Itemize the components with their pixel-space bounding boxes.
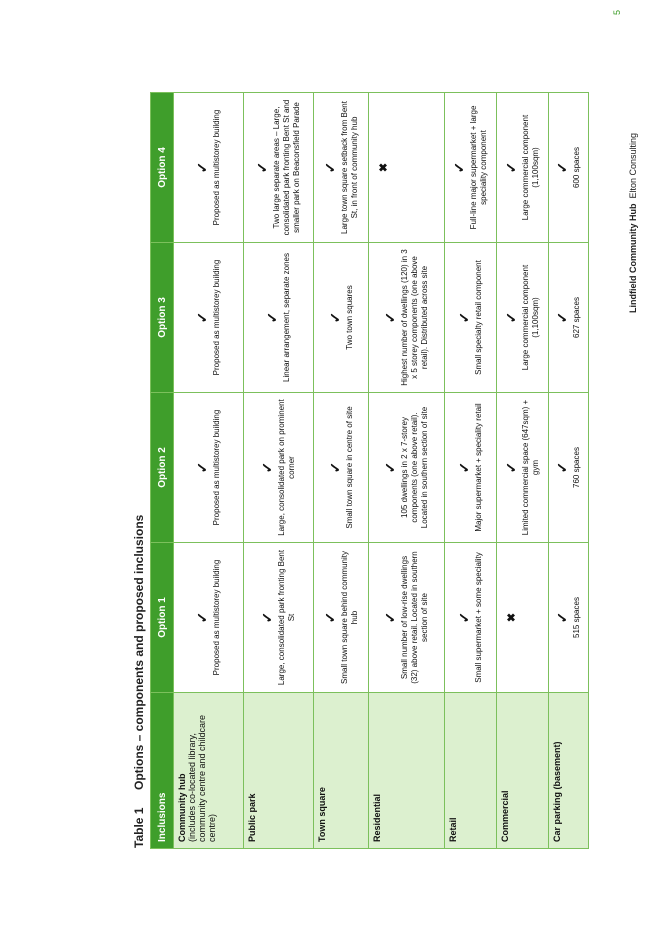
cell-text: Small town square behind community hub xyxy=(339,551,359,684)
footer-document-title: Lindfield Community Hub xyxy=(628,203,638,313)
table-caption xyxy=(132,515,146,848)
table-cell xyxy=(244,243,314,393)
row-label xyxy=(445,693,497,849)
footer-company: Elton Consulting xyxy=(628,132,638,199)
table-cell xyxy=(174,393,244,543)
cell-text: Large, consolidated park on prominent corner xyxy=(277,399,296,536)
row-label xyxy=(497,693,549,849)
table-cell xyxy=(497,543,549,693)
table-cell xyxy=(369,243,445,393)
header-option-3: Option 3 xyxy=(151,243,174,393)
check-icon: ✓ xyxy=(554,161,570,174)
check-icon: ✓ xyxy=(264,311,280,324)
table-cell xyxy=(445,393,497,543)
table-cell xyxy=(369,393,445,543)
check-icon: ✓ xyxy=(503,161,519,174)
table-cell xyxy=(244,393,314,543)
check-icon: ✓ xyxy=(259,611,275,624)
cell-text: 515 spaces xyxy=(572,597,581,638)
cell-text: 600 spaces xyxy=(572,147,581,188)
cell-text: 105 dwellings in 2 x 7-storey components (one above retail). Located in southern section of site xyxy=(400,406,429,529)
row-label xyxy=(174,693,244,849)
cell-text: Small specialty retail component xyxy=(474,260,483,375)
check-icon: ✓ xyxy=(503,311,519,324)
check-icon: ✓ xyxy=(554,611,570,624)
table-cell xyxy=(244,543,314,693)
row-label xyxy=(244,693,314,849)
check-icon: ✓ xyxy=(194,161,210,174)
cell-text: Large commercial component (1,100sqm) xyxy=(521,114,540,221)
cell-text: Two town squares xyxy=(344,285,354,350)
header-inclusions: Inclusions xyxy=(151,693,174,849)
row-label-text: Residential xyxy=(372,793,382,842)
check-icon: ✓ xyxy=(456,461,472,474)
table-cell xyxy=(549,93,589,243)
row-label xyxy=(314,693,369,849)
header-option-1: Option 1 xyxy=(151,543,174,693)
row-label-text: Car parking (basement) xyxy=(552,741,562,842)
check-icon: ✓ xyxy=(382,611,398,624)
table-cell xyxy=(497,243,549,393)
cell-text: Proposed as multistorey building xyxy=(212,409,221,526)
table-cell xyxy=(314,93,369,243)
cell-text: Proposed as multistorey building xyxy=(212,109,221,226)
row-retail xyxy=(445,93,497,849)
cell-text: Small supermarket + some speciality xyxy=(474,552,483,683)
check-icon: ✓ xyxy=(194,311,210,324)
table-cell xyxy=(174,243,244,393)
table-number: Table 1 xyxy=(132,807,146,848)
table-cell xyxy=(314,543,369,693)
cell-text: Large commercial component (1,100sqm) xyxy=(521,264,540,371)
check-icon: ✓ xyxy=(326,311,343,324)
table-cell xyxy=(174,543,244,693)
table-cell xyxy=(549,393,589,543)
check-icon: ✓ xyxy=(254,161,270,174)
row-community-hub xyxy=(174,93,244,849)
header-option-2: Option 2 xyxy=(151,393,174,543)
check-icon: ✓ xyxy=(194,611,210,624)
row-label-text: Community hub xyxy=(177,773,187,842)
header-row xyxy=(151,93,174,849)
cell-text: Linear arrangement, separate zones xyxy=(282,253,291,382)
table-cell xyxy=(549,243,589,393)
cell-text: Major supermarket + speciality retail xyxy=(474,403,483,532)
cell-text: Small town square in centre of site xyxy=(344,406,354,529)
cell-text: Highest number of dwellings (120) in 3 x 5 storey components (one above retail). Distributed across site xyxy=(400,249,429,386)
check-icon: ✓ xyxy=(503,461,519,474)
table-cell xyxy=(314,393,369,543)
row-commercial xyxy=(497,93,549,849)
cell-text: Full-line major supermarket + large speciality component xyxy=(469,105,488,230)
cell-text: Small number of low-rise dwellings (32) above retail. Located in southern section of site xyxy=(400,551,429,684)
table-cell xyxy=(174,93,244,243)
check-icon: ✓ xyxy=(554,311,570,324)
cell-text: Large, consolidated park fronting Bent St xyxy=(277,549,296,686)
cell-text: 760 spaces xyxy=(572,447,581,488)
options-table xyxy=(150,92,589,849)
cell-text: Large town square setback from Bent St, in front of community hub xyxy=(339,101,359,234)
table-cell xyxy=(549,543,589,693)
cell-text: Proposed as multistorey building xyxy=(212,559,221,676)
table-cell xyxy=(445,543,497,693)
table-cell xyxy=(445,93,497,243)
table-cell xyxy=(369,543,445,693)
row-label xyxy=(549,693,589,849)
check-icon: ✓ xyxy=(321,611,338,624)
cell-text: Proposed as multistorey building xyxy=(212,259,221,376)
table-cell xyxy=(314,243,369,393)
table-cell xyxy=(244,93,314,243)
check-icon: ✓ xyxy=(382,311,398,324)
table-cell xyxy=(497,93,549,243)
row-sublabel: (includes co-located library, community centre and childcare centre) xyxy=(187,714,217,842)
check-icon: ✓ xyxy=(194,461,210,474)
check-icon: ✓ xyxy=(451,161,467,174)
table-cell xyxy=(369,93,445,243)
check-icon: ✓ xyxy=(382,461,398,474)
table-cell xyxy=(497,393,549,543)
cell-text: Two large separate areas – Large, consolidated park fronting Bent St and smaller park on Beaconsfield Parade xyxy=(272,99,301,236)
table-cell xyxy=(445,243,497,393)
cross-icon: ✖ xyxy=(506,612,518,623)
row-car-parking xyxy=(549,93,589,849)
page-number: 5 xyxy=(612,10,622,16)
check-icon: ✓ xyxy=(554,461,570,474)
check-icon: ✓ xyxy=(326,461,343,474)
row-town-square xyxy=(314,93,369,849)
row-residential xyxy=(369,93,445,849)
cross-icon: ✖ xyxy=(378,162,390,173)
row-label xyxy=(369,693,445,849)
page-footer xyxy=(628,133,638,313)
check-icon: ✓ xyxy=(259,461,275,474)
row-public-park xyxy=(244,93,314,849)
header-option-4: Option 4 xyxy=(151,93,174,243)
cell-text: 627 spaces xyxy=(572,297,581,338)
row-label-text: Public park xyxy=(247,793,257,842)
table-title: Options – components and proposed inclusions xyxy=(132,514,146,790)
row-label-text: Town square xyxy=(317,787,327,842)
cell-text: Limited commercial space (647sqm) + gym xyxy=(521,399,540,536)
row-label-text: Retail xyxy=(448,817,458,842)
check-icon: ✓ xyxy=(456,311,472,324)
check-icon: ✓ xyxy=(321,161,338,174)
row-label-text: Commercial xyxy=(500,790,510,842)
check-icon: ✓ xyxy=(456,611,472,624)
